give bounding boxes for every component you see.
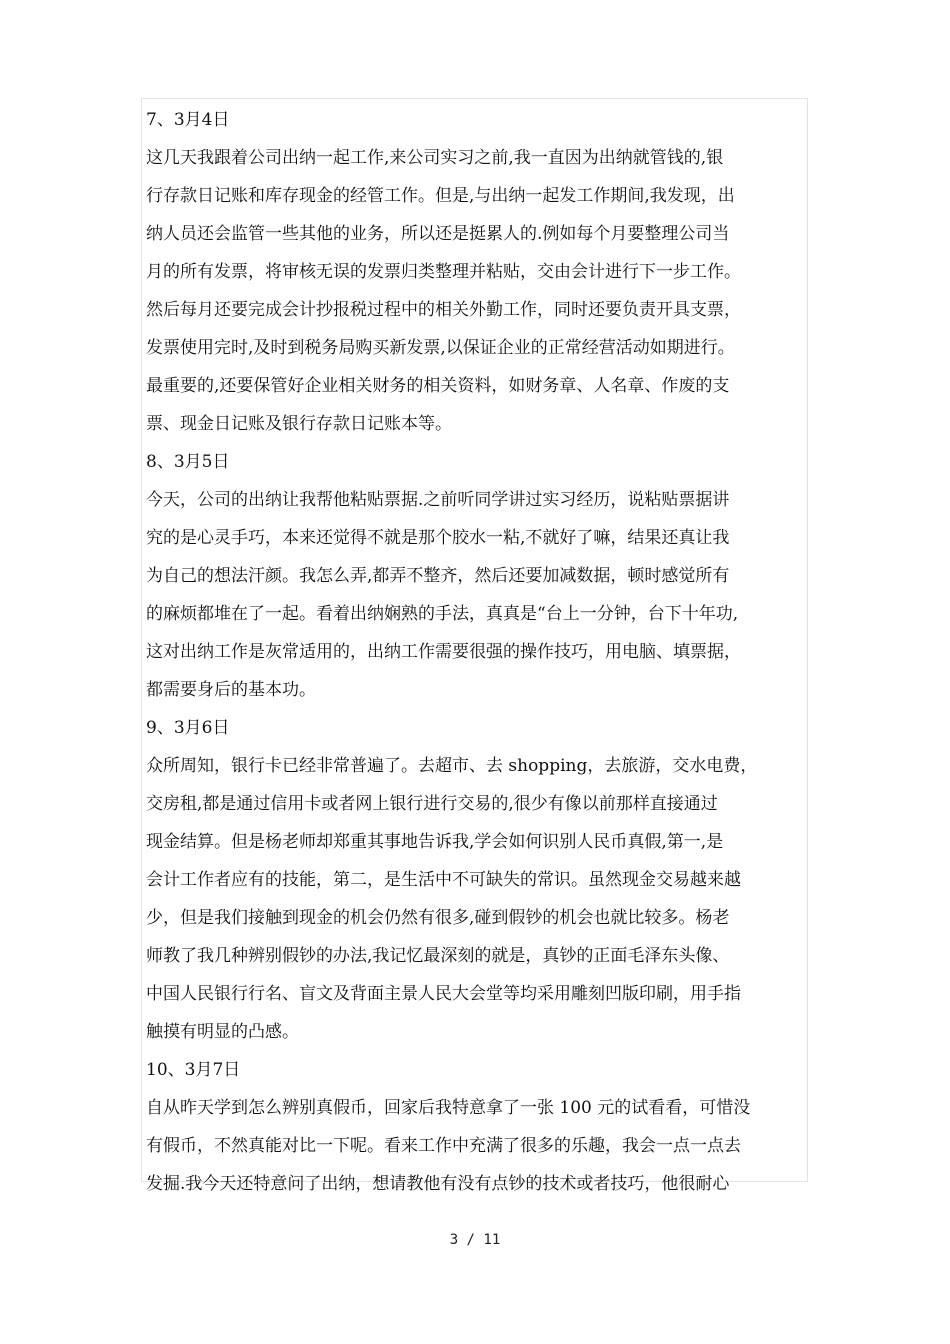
- text-line: 师教了我几种辨别假钞的办法,我记忆最深刻的就是，真钞的正面毛泽东头像、: [146, 946, 730, 966]
- text-line: 中国人民银行行名、盲文及背面主景人民大会堂等均采用雕刻凹版印刷，用手指: [146, 984, 741, 1004]
- text-line: 行存款日记账和库存现金的经管工作。但是,与出纳一起发工作期间,我发现，出: [146, 186, 735, 206]
- text-line: 少，但是我们接触到现金的机会仍然有很多,碰到假钞的机会也就比较多。杨老: [146, 908, 730, 928]
- text-line: 这几天我跟着公司出纳一起工作,来公司实习之前,我一直因为出纳就管钱的,银: [146, 148, 724, 168]
- document-page: [141, 98, 808, 1194]
- text-line: 触摸有明显的凸感。: [146, 1022, 299, 1042]
- text-line: 现金结算。但是杨老师却郑重其事地告诉我,学会如何识别人民币真假,第一,是: [146, 832, 724, 852]
- text-line: 会计工作者应有的技能，第二，是生活中不可缺失的常识。虽然现金交易越来越: [146, 870, 741, 890]
- text-line: 究的是心灵手巧，本来还觉得不就是那个胶水一粘,不就好了嘛，结果还真让我: [146, 528, 730, 548]
- text-line: 然后每月还要完成会计抄报税过程中的相关外勤工作，同时还要负责开具支票，: [146, 300, 741, 320]
- document-body: [146, 101, 807, 1203]
- text-line: 月的所有发票，将审核无误的发票归类整理并粘贴，交由会计进行下一步工作。: [146, 262, 741, 282]
- text-line: 最重要的,还要保管好企业相关财务的相关资料，如财务章、人名章、作废的支: [146, 376, 730, 396]
- text-line: 票、现金日记账及银行存款日记账本等。: [146, 414, 452, 434]
- text-line: 9、3月6日: [146, 718, 230, 738]
- text-line: 众所周知，银行卡已经非常普遍了。去超市、去 shopping，去旅游，交水电费，: [146, 756, 758, 776]
- text-line: 10、3月7日: [146, 1060, 241, 1080]
- text-line: 7、3月4日: [146, 110, 230, 130]
- text-line: 8、3月5日: [146, 452, 230, 472]
- text-line: 交房租,都是通过信用卡或者网上银行进行交易的,很少有像以前那样直接通过: [146, 794, 718, 814]
- page-number: 3 / 11: [449, 1232, 501, 1248]
- text-line: 自从昨天学到怎么辨别真假币，回家后我特意拿了一张 100 元的试看看，可惜没: [146, 1098, 751, 1118]
- text-line: 发掘.我今天还特意问了出纳，想请教他有没有点钞的技术或者技巧，他很耐心: [146, 1174, 730, 1194]
- text-line: 发票使用完时,及时到税务局购买新发票,以保证企业的正常经营活动如期进行。: [146, 338, 735, 358]
- text-line: 都需要身后的基本功。: [146, 680, 316, 700]
- text-line: 今天，公司的出纳让我帮他粘贴票据.之前听同学讲过实习经历，说粘贴票据讲: [146, 490, 730, 510]
- text-line: 为自己的想法汗颜。我怎么弄,都弄不整齐，然后还要加减数据，顿时感觉所有: [146, 566, 730, 586]
- text-line: 这对出纳工作是灰常适用的，出纳工作需要很强的操作技巧，用电脑、填票据，: [146, 642, 741, 662]
- text-line: 有假币，不然真能对比一下呢。看来工作中充满了很多的乐趣，我会一点一点去: [146, 1136, 741, 1156]
- text-line: 纳人员还会监管一些其他的业务，所以还是挺累人的.例如每个月要整理公司当: [146, 224, 730, 244]
- text-line: 的麻烦都堆在了一起。看着出纳娴熟的手法，真真是“台上一分钟，台下十年功,: [146, 604, 739, 624]
